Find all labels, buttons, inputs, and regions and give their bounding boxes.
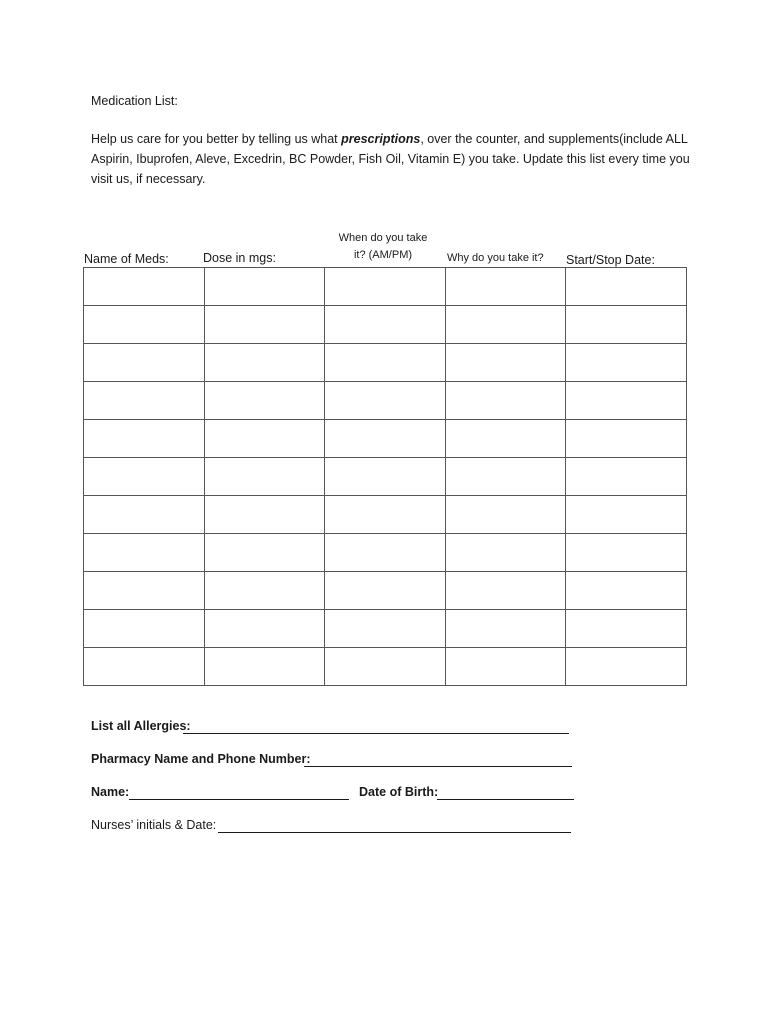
table-cell[interactable]	[445, 610, 566, 648]
table-cell[interactable]	[204, 534, 325, 572]
table-cell[interactable]	[204, 382, 325, 420]
header-name-of-meds: Name of Meds:	[84, 252, 169, 266]
table-cell[interactable]	[204, 306, 325, 344]
table-cell[interactable]	[84, 610, 205, 648]
table-cell[interactable]	[84, 382, 205, 420]
table-cell[interactable]	[566, 610, 687, 648]
pharmacy-label: Pharmacy Name and Phone Number:	[91, 752, 311, 766]
table-cell[interactable]	[325, 420, 446, 458]
table-cell[interactable]	[566, 420, 687, 458]
table-cell[interactable]	[84, 496, 205, 534]
table-cell[interactable]	[325, 496, 446, 534]
table-cell[interactable]	[445, 458, 566, 496]
table-cell[interactable]	[204, 610, 325, 648]
table-row	[84, 344, 687, 382]
table-cell[interactable]	[84, 268, 205, 306]
table-cell[interactable]	[445, 534, 566, 572]
table-cell[interactable]	[84, 344, 205, 382]
table-cell[interactable]	[445, 344, 566, 382]
table-cell[interactable]	[84, 420, 205, 458]
table-row	[84, 420, 687, 458]
table-cell[interactable]	[445, 268, 566, 306]
table-cell[interactable]	[84, 458, 205, 496]
header-when-line1: When do you take	[338, 232, 428, 244]
nurses-label: Nurses’ initials & Date:	[91, 818, 217, 832]
table-cell[interactable]	[325, 458, 446, 496]
table-cell[interactable]	[325, 382, 446, 420]
table-cell[interactable]	[204, 496, 325, 534]
intro-emphasis: prescriptions	[341, 132, 421, 146]
table-cell[interactable]	[325, 306, 446, 344]
dob-field[interactable]	[437, 799, 574, 800]
table-cell[interactable]	[566, 268, 687, 306]
name-field[interactable]	[129, 799, 349, 800]
table-cell[interactable]	[325, 610, 446, 648]
table-cell[interactable]	[325, 344, 446, 382]
table-cell[interactable]	[445, 306, 566, 344]
table-cell[interactable]	[325, 572, 446, 610]
table-cell[interactable]	[445, 496, 566, 534]
table-cell[interactable]	[566, 534, 687, 572]
medication-table	[83, 267, 687, 686]
table-row	[84, 382, 687, 420]
table-cell[interactable]	[445, 648, 566, 686]
table-cell[interactable]	[566, 458, 687, 496]
table-cell[interactable]	[445, 420, 566, 458]
header-when	[326, 230, 440, 264]
table-row	[84, 648, 687, 686]
table-cell[interactable]	[566, 648, 687, 686]
table-cell[interactable]	[204, 268, 325, 306]
table-row	[84, 306, 687, 344]
table-cell[interactable]	[204, 344, 325, 382]
table-cell[interactable]	[204, 648, 325, 686]
table-cell[interactable]	[445, 572, 566, 610]
table-row	[84, 610, 687, 648]
table-row	[84, 458, 687, 496]
table-cell[interactable]	[445, 382, 566, 420]
header-dose: Dose in mgs:	[203, 251, 276, 265]
intro-text-start: Help us care for you better by telling us what	[91, 132, 342, 146]
dob-label: Date of Birth:	[359, 785, 439, 799]
table-cell[interactable]	[84, 572, 205, 610]
table-row	[84, 496, 687, 534]
table-cell[interactable]	[325, 648, 446, 686]
table-cell[interactable]	[566, 572, 687, 610]
table-row	[84, 534, 687, 572]
table-cell[interactable]	[204, 420, 325, 458]
table-cell[interactable]	[204, 458, 325, 496]
form-title: Medication List:	[91, 94, 178, 108]
name-label: Name:	[91, 785, 130, 799]
table-row	[84, 572, 687, 610]
allergies-label: List all Allergies:	[91, 719, 191, 733]
table-cell[interactable]	[325, 534, 446, 572]
pharmacy-field[interactable]	[304, 766, 572, 767]
header-when-line2: it? (AM/PM)	[353, 249, 413, 261]
allergies-field[interactable]	[183, 733, 569, 734]
intro-text-end: , over the counter, and supplements(include ALL Aspirin, Ibuprofen, Aleve, Excedrin, BC Powder, Fish Oil, Vitamin E) you take. Update this list every time you visit us, if necessary.	[91, 132, 690, 186]
table-cell[interactable]	[84, 306, 205, 344]
header-why: Why do you take it?	[447, 252, 544, 264]
table-row	[84, 268, 687, 306]
table-cell[interactable]	[566, 344, 687, 382]
table-cell[interactable]	[566, 382, 687, 420]
table-cell[interactable]	[84, 534, 205, 572]
table-cell[interactable]	[84, 648, 205, 686]
table-cell[interactable]	[204, 572, 325, 610]
table-cell[interactable]	[566, 306, 687, 344]
table-cell[interactable]	[566, 496, 687, 534]
nurses-field[interactable]	[218, 832, 571, 833]
table-cell[interactable]	[325, 268, 446, 306]
header-start-stop: Start/Stop Date:	[566, 253, 655, 267]
intro-paragraph	[91, 129, 691, 189]
